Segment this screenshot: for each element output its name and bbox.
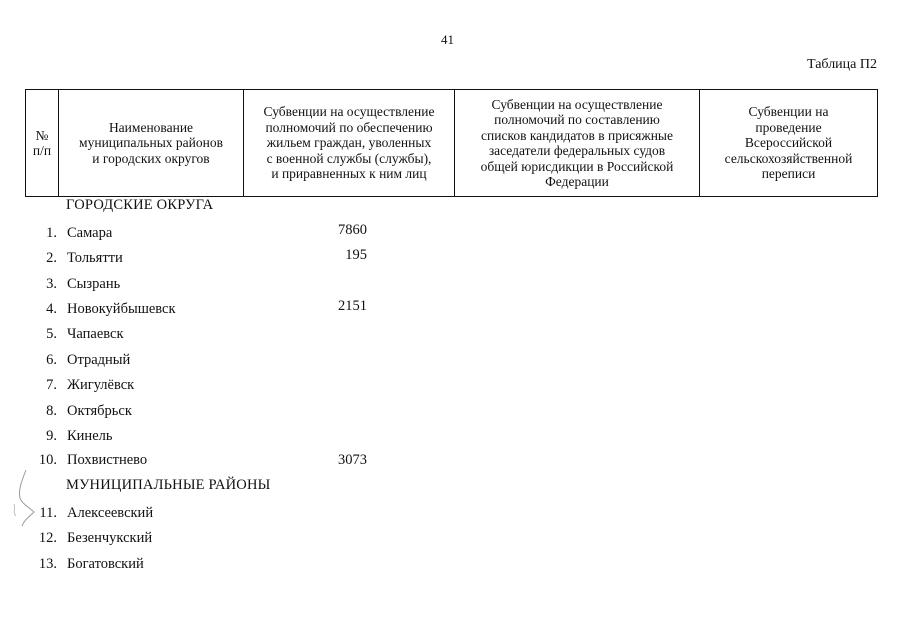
section-title-municipal-districts: МУНИЦИПАЛЬНЫЕ РАЙОНЫ — [66, 477, 271, 493]
table-row — [0, 505, 905, 527]
section-title-city-districts: ГОРОДСКИЕ ОКРУГА — [66, 197, 214, 213]
handwritten-margin-mark — [4, 468, 44, 528]
row-military-value: 7860 — [338, 222, 367, 238]
header-military-housing-subvention: Субвенции на осуществление полномочий по обеспечению жильем граждан, уволенных с военной службы (службы), и приравненных к ним лиц — [244, 90, 455, 197]
row-name: Алексеевский — [67, 505, 154, 521]
table-row — [0, 276, 905, 298]
header-agricultural-census-subvention: Субвенции на проведение Всероссийской сельскохозяйственной переписи — [700, 90, 878, 197]
row-name: Отрадный — [67, 352, 131, 368]
row-name: Новокуйбышевск — [67, 301, 176, 317]
row-name: Сызрань — [67, 276, 121, 292]
table-row — [0, 352, 905, 374]
row-number: 1. — [46, 225, 57, 241]
table-row — [0, 556, 905, 578]
row-military-value: 3073 — [338, 452, 367, 468]
row-number: 2. — [46, 250, 57, 266]
row-number: 6. — [46, 352, 57, 368]
table-header — [25, 89, 878, 197]
row-number: 10. — [38, 452, 57, 468]
row-number: 9. — [46, 428, 57, 444]
row-military-value: 2151 — [338, 298, 367, 314]
row-number: 3. — [46, 276, 57, 292]
row-name: Октябрьск — [67, 403, 132, 419]
row-number: 5. — [46, 326, 57, 342]
row-name: Самара — [67, 225, 113, 241]
table-row — [0, 452, 905, 474]
row-number: 11. — [39, 505, 57, 521]
page-number: 41 — [441, 32, 454, 47]
table-label: Таблица П2 — [807, 57, 877, 72]
row-number: 4. — [46, 301, 57, 317]
table-row — [0, 222, 905, 247]
table-row — [0, 530, 905, 552]
row-number: 8. — [46, 403, 57, 419]
table-row — [0, 247, 905, 272]
table-row — [0, 403, 905, 425]
table-row — [0, 326, 905, 348]
row-name: Чапаевск — [67, 326, 124, 342]
header-number: № п/п — [26, 90, 59, 197]
table-row — [0, 298, 905, 323]
row-name: Богатовский — [67, 556, 144, 572]
header-name: Наименование муниципальных районов и городских округов — [59, 90, 244, 197]
row-name: Кинель — [67, 428, 113, 444]
row-military-value: 195 — [345, 247, 367, 263]
table-row — [0, 377, 905, 399]
row-number: 7. — [46, 377, 57, 393]
row-name: Жигулёвск — [67, 377, 135, 393]
row-name: Безенчукский — [67, 530, 153, 546]
row-number: 12. — [38, 530, 57, 546]
table-row — [0, 428, 905, 450]
row-name: Похвистнево — [67, 452, 148, 468]
row-name: Тольятти — [67, 250, 123, 266]
header-jury-list-subvention: Субвенции на осуществление полномочий по составлению списков кандидатов в присяжные заседатели федеральных судов общей юрисдикции в Российской Федерации — [455, 90, 700, 197]
row-number: 13. — [38, 556, 57, 572]
